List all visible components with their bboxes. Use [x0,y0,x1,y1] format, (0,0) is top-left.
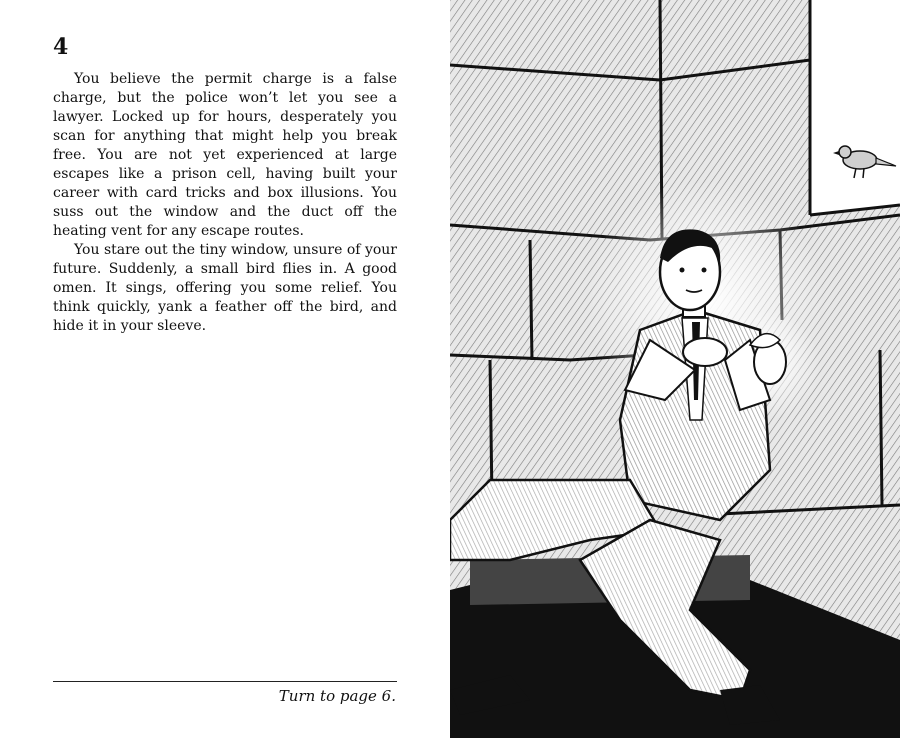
page-number: 4 [53,34,69,60]
turn-to-page-link[interactable]: Turn to page 6. [278,687,396,705]
illustration [450,0,900,738]
divider-line [53,681,397,682]
paragraph: You stare out the tiny window, unsure of your future. Suddenly, a small bird flies in. A good omen. It sings, offering you some relief. You think quickly, yank a feather off the bird, and hide it in your sleeve. [53,242,397,334]
story-text [53,70,397,336]
prison-cell-illustration [450,0,900,738]
paragraph: You believe the permit charge is a false charge, but the police won’t let you see a lawyer. Locked up for hours, desperately you scan for anything that might help you break free. You are not yet experienced at large escapes like a prison cell, having built your career with card tricks and box illusions. You suss out the window and the duct off the heating vent for any escape routes. [53,71,397,239]
cell-window [810,0,900,215]
